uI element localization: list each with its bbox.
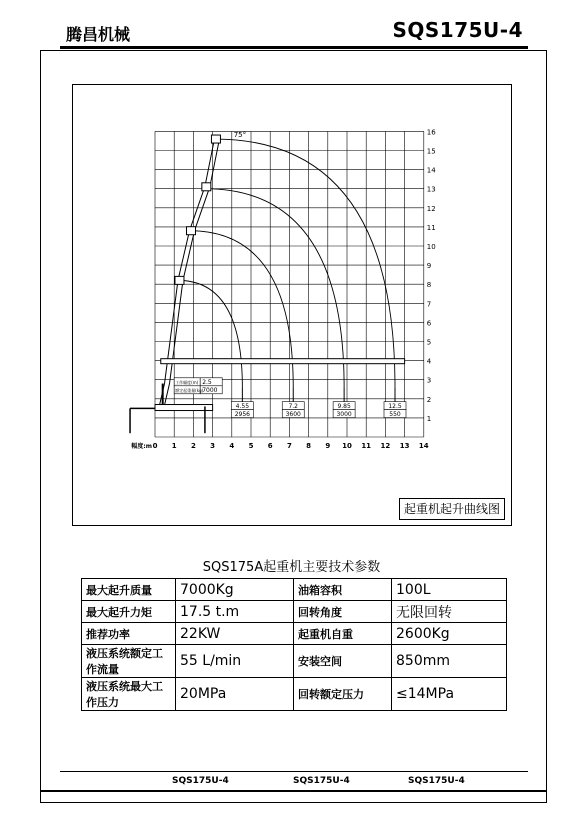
footer-model-2: SQS175U-4 xyxy=(293,776,350,786)
lift-curve xyxy=(215,139,395,387)
lift-curve xyxy=(178,280,242,387)
x-axis-title: 幅度:m xyxy=(131,443,152,450)
x-tick-label: 0 xyxy=(152,442,158,450)
company-name: 腾昌机械 xyxy=(66,25,131,44)
x-tick-label: 9 xyxy=(325,442,331,450)
spec-value: 850mm xyxy=(392,645,507,678)
y-tick-label: 9 xyxy=(426,262,432,271)
y-tick-label: 5 xyxy=(426,338,432,347)
y-tick-label: 15 xyxy=(426,147,436,156)
y-tick-label: 3 xyxy=(426,376,432,385)
load-box-load-text: 2956 xyxy=(234,411,251,419)
footer-model-3: SQS175U-4 xyxy=(408,776,465,786)
x-tick-label: 5 xyxy=(248,442,254,450)
horizontal-jib xyxy=(161,359,405,364)
spec-row xyxy=(82,579,507,601)
x-tick-label: 13 xyxy=(399,442,410,450)
x-tick-label: 12 xyxy=(380,442,391,450)
footer-model-1: SQS175U-4 xyxy=(172,776,229,786)
spec-value: 100L xyxy=(392,579,507,601)
spec-label: 液压系统最大工作压力 xyxy=(82,678,176,711)
y-tick-label: 7 xyxy=(426,300,432,309)
spec-label: 回转额定压力 xyxy=(294,678,392,711)
boom-joint xyxy=(186,227,195,235)
x-tick-label: 1 xyxy=(171,442,177,450)
boom-joint xyxy=(202,183,211,191)
load-box-load-text: 3000 xyxy=(336,411,352,419)
load-box-radius-text: 12.5 xyxy=(388,403,402,411)
spec-label: 油箱容积 xyxy=(294,579,392,601)
load-box-load-text: 550 xyxy=(389,411,401,419)
spec-value: 20MPa xyxy=(176,678,294,711)
load-box-load-text: 3600 xyxy=(285,411,301,419)
spec-value: ≤14MPa xyxy=(392,678,507,711)
x-tick-label: 2 xyxy=(190,442,196,450)
boom-section xyxy=(210,139,220,187)
x-tick-label: 7 xyxy=(286,442,292,450)
header-rule xyxy=(60,46,528,49)
boom-joint xyxy=(211,135,220,143)
spec-row xyxy=(82,623,507,645)
x-tick-label: 10 xyxy=(342,442,352,450)
x-tick-label: 11 xyxy=(361,442,372,450)
model-number: SQS175U-4 xyxy=(392,18,523,42)
inner-table-label: 额定起重量(kg) xyxy=(175,387,204,393)
y-tick-label: 8 xyxy=(426,281,432,290)
y-tick-label: 16 xyxy=(426,128,436,137)
y-tick-label: 6 xyxy=(426,319,432,328)
spec-label: 推荐功率 xyxy=(82,623,176,645)
x-tick-label: 14 xyxy=(418,442,429,450)
boom-section xyxy=(183,231,195,281)
lifting-curve-chart xyxy=(72,84,512,526)
spec-row xyxy=(82,678,507,711)
load-box-radius-text: 4.55 xyxy=(235,403,250,411)
inner-table-value: 7000 xyxy=(202,386,218,394)
boom-section xyxy=(205,139,215,187)
spec-label: 回转角度 xyxy=(294,601,392,623)
load-box-radius-text: 9.85 xyxy=(337,403,351,411)
chart-caption: 起重机起升曲线图 xyxy=(399,498,505,520)
spec-label: 起重机自重 xyxy=(294,623,392,645)
load-box-radius-text: 7.2 xyxy=(288,403,299,411)
x-tick-label: 3 xyxy=(210,442,216,450)
spec-value: 17.5 t.m xyxy=(176,601,294,623)
y-tick-label: 11 xyxy=(426,223,436,232)
x-tick-label: 8 xyxy=(306,442,312,450)
footer-rule-bold xyxy=(40,790,547,792)
spec-table xyxy=(81,578,507,711)
boom-joint xyxy=(175,276,184,284)
lifting-curve-svg xyxy=(73,85,513,527)
y-tick-label: 1 xyxy=(426,414,432,423)
y-tick-label: 4 xyxy=(426,357,432,366)
spec-label: 最大起升力矩 xyxy=(82,601,176,623)
spec-row xyxy=(82,601,507,623)
x-tick-label: 4 xyxy=(229,442,235,450)
spec-row xyxy=(82,645,507,678)
y-tick-label: 14 xyxy=(426,166,436,175)
spec-value: 2600Kg xyxy=(392,623,507,645)
y-tick-label: 13 xyxy=(426,185,436,194)
inner-table-value: 2.5 xyxy=(202,378,212,386)
y-tick-label: 12 xyxy=(426,204,436,213)
crane-base xyxy=(155,405,213,411)
y-tick-label: 2 xyxy=(426,395,432,404)
footer-rule xyxy=(60,771,528,772)
spec-table-title: SQS175A起重机主要技术参数 xyxy=(202,560,381,575)
x-tick-label: 6 xyxy=(267,442,273,450)
inner-table-label: 工作幅度(m) xyxy=(175,379,199,385)
boom-angle-label: 75° xyxy=(233,131,247,140)
spec-label: 液压系统额定工作流量 xyxy=(82,645,176,678)
spec-label: 安装空间 xyxy=(294,645,392,678)
spec-value: 7000Kg xyxy=(176,579,294,601)
y-tick-label: 10 xyxy=(426,243,436,251)
boom-section xyxy=(178,231,190,281)
spec-value: 无限回转 xyxy=(392,601,507,623)
lift-curve xyxy=(205,189,344,388)
spec-value: 55 L/min xyxy=(176,645,294,678)
spec-label: 最大起升质量 xyxy=(82,579,176,601)
spec-value: 22KW xyxy=(176,623,294,645)
